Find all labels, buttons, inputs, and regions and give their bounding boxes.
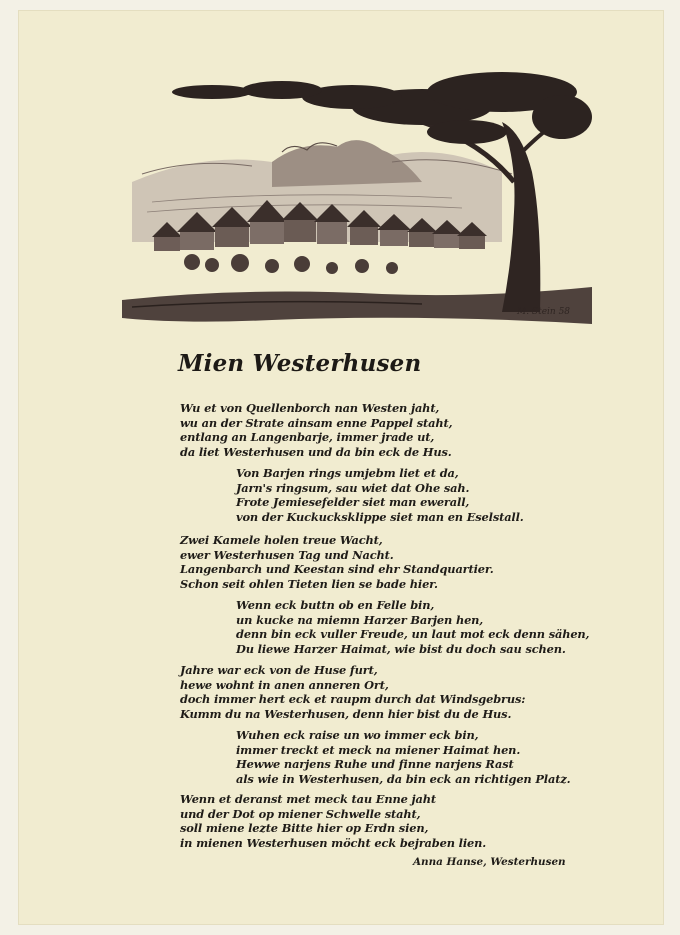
village-landscape-illustration	[122, 62, 592, 334]
poem-line: Zwei Kamele holen treue Wacht,	[180, 533, 383, 547]
stanza-2	[236, 466, 524, 524]
poem-line: Schon seit ohlen Tieten lien se bade hier.	[180, 576, 438, 591]
poem-line: doch immer hert eck et raupm durch dat Windsgebrus:	[180, 692, 526, 707]
stanza-5	[180, 663, 525, 721]
poem-line: ewer Westerhusen Tag und Nacht.	[180, 547, 394, 562]
stanza-4	[236, 598, 589, 656]
poem-line: in mienen Westerhusen möcht eck bejraben lien.	[180, 835, 487, 850]
poem-line: Du liewe Harzer Haimat, wie bist du doch sau schen.	[236, 641, 566, 656]
poem-line: Hewwe narjens Ruhe und finne narjens Rast	[236, 757, 514, 772]
poem-line: Langenbarch und Keestan sind ehr Standquartier.	[180, 562, 494, 577]
poem-line: Wenn eck buttn ob en Felle bin,	[236, 598, 435, 612]
poem-line: Frote Jemiesefelder siet man ewerall,	[236, 495, 470, 510]
poem-line: Wu et von Quellenborch nan Westen jaht,	[180, 401, 440, 415]
poem-line: denn bin eck vuller Freude, un laut mot eck denn sähen,	[236, 627, 590, 642]
artist-signature: M. Stein 58	[517, 307, 571, 317]
poem-line: da liet Westerhusen und da bin eck de Hus.	[180, 444, 452, 459]
poem-line: und der Dot op miener Schwelle staht,	[180, 806, 421, 821]
poem-line: Kumm du na Westerhusen, denn hier bist du de Hus.	[180, 706, 512, 721]
poem-line: Wuhen eck raise un wo immer eck bin,	[236, 728, 479, 742]
poem-line: entlang an Langenbarje, immer jrade ut,	[180, 430, 435, 445]
poem-line: Jarn's ringsum, sau wiet dat Ohe sah.	[236, 480, 470, 495]
author-credit: Anna Hanse, Westerhusen	[413, 856, 566, 868]
stanza-7	[180, 792, 486, 850]
poem-line: soll miene lezte Bitte hier op Erdn sien,	[180, 821, 429, 836]
poem-title: Mien Westerhusen	[178, 350, 422, 377]
poem-line: un kucke na miemn Harzer Barjen hen,	[236, 612, 484, 627]
stanza-1	[180, 401, 452, 459]
poem-line: Wenn et deranst met meck tau Enne jaht	[180, 792, 436, 806]
poem-line: hewe wohnt in anen anneren Ort,	[180, 677, 389, 692]
poem-line: Von Barjen rings umjebm liet et da,	[236, 466, 459, 480]
poem-line: immer treckt et meck na miener Haimat hen.	[236, 742, 521, 757]
poem-line: Jahre war eck von de Huse furt,	[180, 663, 378, 677]
poem-line: wu an der Strate ainsam enne Pappel staht,	[180, 415, 453, 430]
poem-line: als wie in Westerhusen, da bin eck an richtigen Platz.	[236, 771, 571, 786]
stanza-6	[236, 728, 570, 786]
poem-line: von der Kuckucksklippe siet man en Eselstall.	[236, 509, 524, 524]
stanza-3	[180, 533, 494, 591]
